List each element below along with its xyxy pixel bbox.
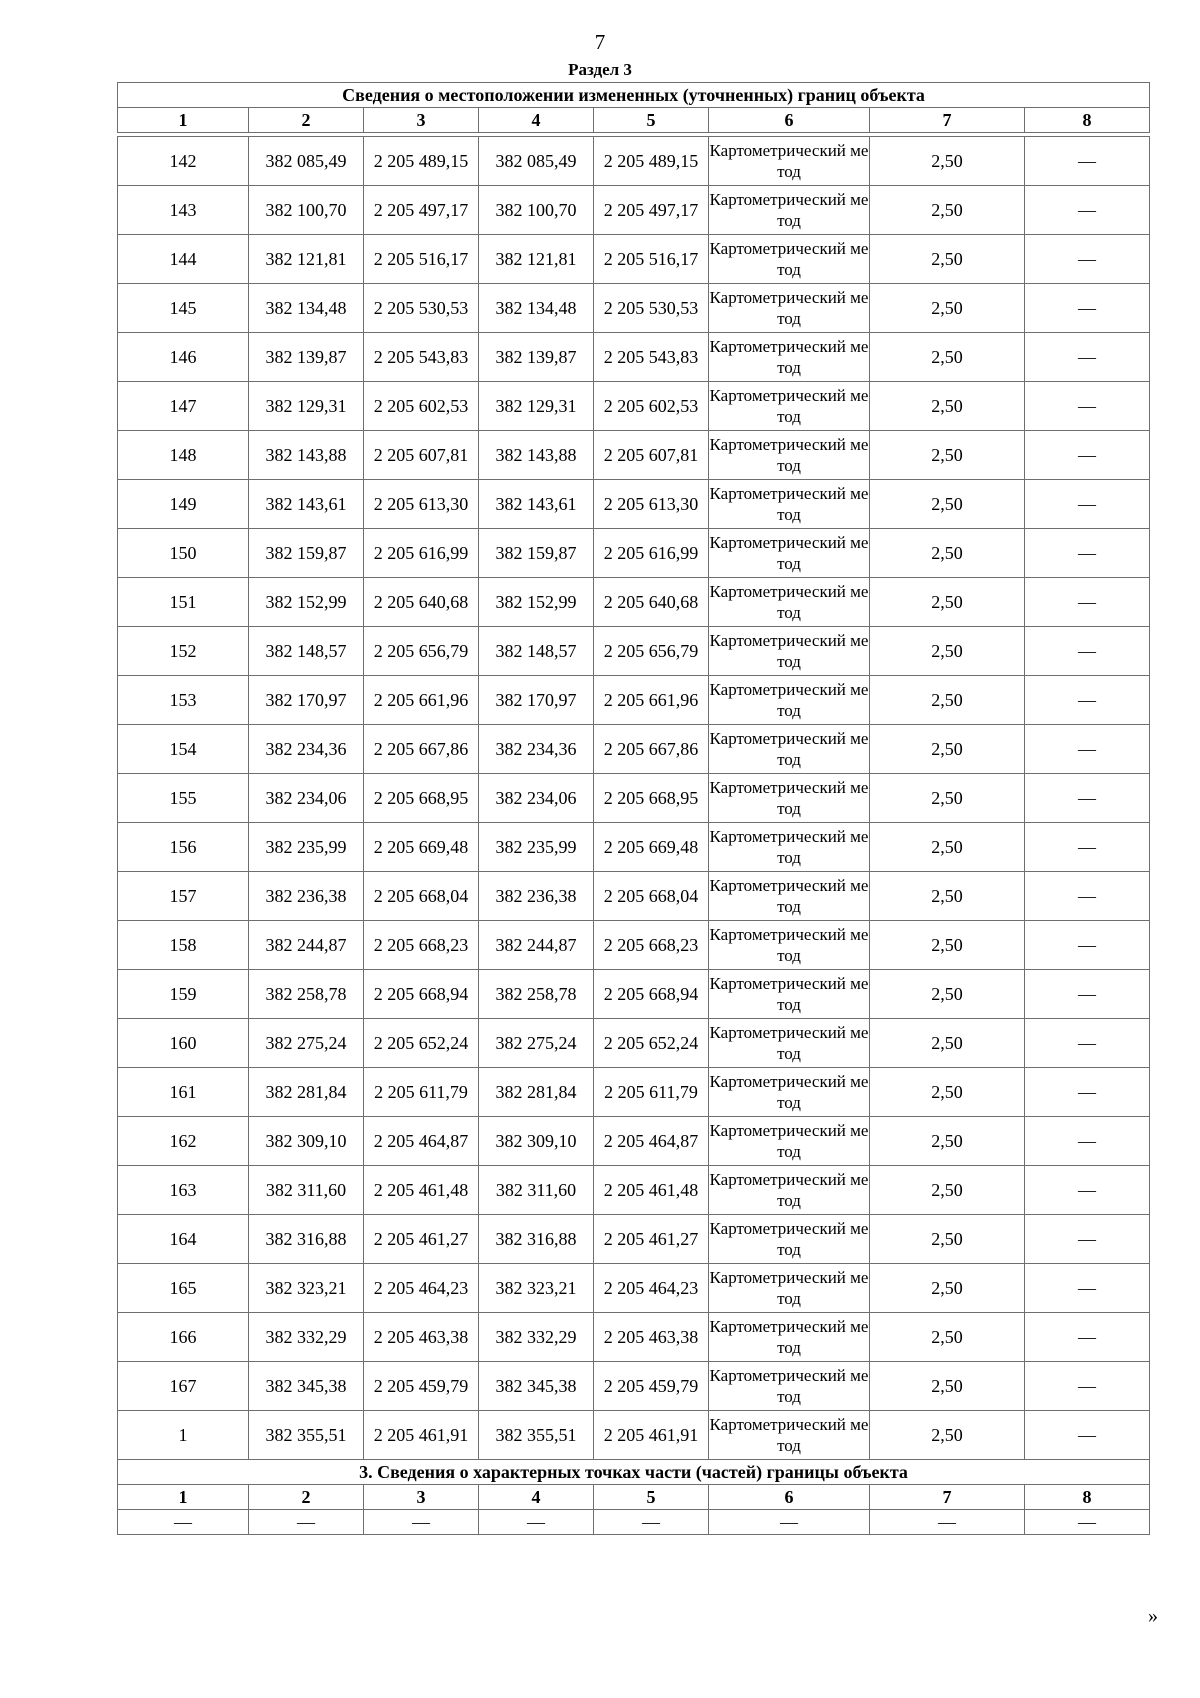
cell-col-5: 2 205 652,24 [594, 1019, 709, 1068]
cell-col-1: 159 [118, 970, 249, 1019]
cell-dash: — [1025, 872, 1150, 921]
cell-col-1: 150 [118, 529, 249, 578]
cell-accuracy: 2,50 [870, 578, 1025, 627]
cell-accuracy: 2,50 [870, 431, 1025, 480]
cell-col-2: 382 355,51 [249, 1411, 364, 1460]
cell-method: Картометрический метод [709, 823, 870, 872]
cell-col-5: 2 205 459,79 [594, 1362, 709, 1411]
cell-dash: — [1025, 823, 1150, 872]
cell-col-4: 382 345,38 [479, 1362, 594, 1411]
cell-col-5: 2 205 602,53 [594, 382, 709, 431]
cell-method: Картометрический метод [709, 1215, 870, 1264]
cell-method: Картометрический метод [709, 1313, 870, 1362]
cell-col-2: 382 134,48 [249, 284, 364, 333]
column-header-3: 3 [364, 108, 479, 133]
cell-method: Картометрический метод [709, 382, 870, 431]
cell-col-1: 158 [118, 921, 249, 970]
cell-col-2: 382 258,78 [249, 970, 364, 1019]
cell-col-2: 382 281,84 [249, 1068, 364, 1117]
cell-col-1: 152 [118, 627, 249, 676]
cell-dash: — [1025, 1264, 1150, 1313]
cell-dash: — [1025, 529, 1150, 578]
table-row [118, 1411, 1150, 1460]
cell-col-1: 142 [118, 137, 249, 186]
column-header-6: 6 [709, 108, 870, 133]
cell-col-3: 2 205 489,15 [364, 137, 479, 186]
cell-col-3: 2 205 543,83 [364, 333, 479, 382]
table-caption-text: Сведения о местоположении измененных (уточненных) границ объекта [118, 83, 1150, 108]
table-row [118, 1215, 1150, 1264]
cell-dash: — [1025, 774, 1150, 823]
cell-accuracy: 2,50 [870, 1264, 1025, 1313]
cell-col-5: 2 205 669,48 [594, 823, 709, 872]
table-row [118, 1264, 1150, 1313]
cell-method: Картометрический метод [709, 284, 870, 333]
cell-col-3: 2 205 611,79 [364, 1068, 479, 1117]
cell-col-5: 2 205 668,94 [594, 970, 709, 1019]
table-row [118, 1362, 1150, 1411]
cell-col-1: 147 [118, 382, 249, 431]
cell-accuracy: 2,50 [870, 1313, 1025, 1362]
page-number: 7 [594, 30, 606, 54]
cell-col-5: 2 205 611,79 [594, 1068, 709, 1117]
cell-col-5: 2 205 668,04 [594, 872, 709, 921]
cell-accuracy: 2,50 [870, 627, 1025, 676]
cell-dash: — [1025, 1215, 1150, 1264]
cell-accuracy: 2,50 [870, 529, 1025, 578]
cell-method: Картометрический метод [709, 529, 870, 578]
cell-col-5: 2 205 667,86 [594, 725, 709, 774]
cell-accuracy: 2,50 [870, 1117, 1025, 1166]
cell-dash: — [1025, 431, 1150, 480]
column-header-1: 1 [118, 1485, 249, 1510]
cell-dash: — [1025, 1068, 1150, 1117]
cell-accuracy: 2,50 [870, 235, 1025, 284]
table-row [118, 480, 1150, 529]
cell-accuracy: 2,50 [870, 1166, 1025, 1215]
cell-col-3: 2 205 668,95 [364, 774, 479, 823]
cell-col-2: 382 143,88 [249, 431, 364, 480]
cell-col-1: 166 [118, 1313, 249, 1362]
cell-col-6: — [709, 1510, 870, 1535]
cell-col-4: 382 275,24 [479, 1019, 594, 1068]
cell-col-5: 2 205 489,15 [594, 137, 709, 186]
cell-dash: — [1025, 1117, 1150, 1166]
cell-col-4: 382 235,99 [479, 823, 594, 872]
cell-col-3: 2 205 464,87 [364, 1117, 479, 1166]
cell-col-4: 382 234,06 [479, 774, 594, 823]
cell-col-2: 382 100,70 [249, 186, 364, 235]
cell-col-1: 155 [118, 774, 249, 823]
cell-col-7: — [870, 1510, 1025, 1535]
cell-col-5: 2 205 461,48 [594, 1166, 709, 1215]
cell-accuracy: 2,50 [870, 333, 1025, 382]
cell-col-5: 2 205 656,79 [594, 627, 709, 676]
table-row [118, 774, 1150, 823]
cell-col-5: 2 205 640,68 [594, 578, 709, 627]
cell-dash: — [1025, 1362, 1150, 1411]
cell-col-3: 2 205 656,79 [364, 627, 479, 676]
cell-col-2: 382 143,61 [249, 480, 364, 529]
cell-method: Картометрический метод [709, 431, 870, 480]
table-row [118, 1510, 1150, 1535]
cell-col-3: 2 205 652,24 [364, 1019, 479, 1068]
boundary-table [117, 82, 1150, 1535]
cell-col-3: 2 205 530,53 [364, 284, 479, 333]
cell-col-3: 2 205 616,99 [364, 529, 479, 578]
cell-col-2: 382 236,38 [249, 872, 364, 921]
cell-dash: — [1025, 627, 1150, 676]
cell-col-3: 2 205 667,86 [364, 725, 479, 774]
cell-accuracy: 2,50 [870, 382, 1025, 431]
cell-dash: — [1025, 480, 1150, 529]
table-row [118, 382, 1150, 431]
cell-col-2: 382 311,60 [249, 1166, 364, 1215]
cell-col-2: 382 159,87 [249, 529, 364, 578]
table-row [118, 1117, 1150, 1166]
column-header-7: 7 [870, 1485, 1025, 1510]
cell-col-3: 2 205 661,96 [364, 676, 479, 725]
column-header-8: 8 [1025, 1485, 1150, 1510]
cell-col-1: 145 [118, 284, 249, 333]
cell-accuracy: 2,50 [870, 676, 1025, 725]
column-header-4: 4 [479, 1485, 594, 1510]
cell-col-1: 144 [118, 235, 249, 284]
cell-col-5: 2 205 497,17 [594, 186, 709, 235]
cell-col-4: 382 244,87 [479, 921, 594, 970]
cell-dash: — [1025, 137, 1150, 186]
cell-accuracy: 2,50 [870, 1019, 1025, 1068]
cell-col-3: 2 205 461,27 [364, 1215, 479, 1264]
cell-col-4: 382 100,70 [479, 186, 594, 235]
cell-col-4: 382 148,57 [479, 627, 594, 676]
column-header-4: 4 [479, 108, 594, 133]
cell-col-4: 382 152,99 [479, 578, 594, 627]
cell-dash: — [1025, 578, 1150, 627]
cell-dash: — [1025, 186, 1150, 235]
cell-method: Картометрический метод [709, 1411, 870, 1460]
cell-dash: — [1025, 676, 1150, 725]
table-row [118, 186, 1150, 235]
cell-col-2: 382 244,87 [249, 921, 364, 970]
column-header-1: 1 [118, 108, 249, 133]
cell-dash: — [1025, 333, 1150, 382]
table-header-row [118, 1485, 1150, 1510]
cell-accuracy: 2,50 [870, 1411, 1025, 1460]
cell-col-1: 143 [118, 186, 249, 235]
cell-col-4: 382 258,78 [479, 970, 594, 1019]
cell-col-2: 382 129,31 [249, 382, 364, 431]
cell-col-3: 2 205 461,91 [364, 1411, 479, 1460]
cell-method: Картометрический метод [709, 1264, 870, 1313]
cell-dash: — [1025, 1313, 1150, 1362]
cell-col-2: — [249, 1510, 364, 1535]
cell-method: Картометрический метод [709, 1068, 870, 1117]
cell-col-2: 382 235,99 [249, 823, 364, 872]
cell-col-4: 382 309,10 [479, 1117, 594, 1166]
cell-col-1: 153 [118, 676, 249, 725]
column-header-5: 5 [594, 108, 709, 133]
cell-col-5: 2 205 463,38 [594, 1313, 709, 1362]
cell-col-4: 382 085,49 [479, 137, 594, 186]
cell-col-3: — [364, 1510, 479, 1535]
cell-col-1: 161 [118, 1068, 249, 1117]
cell-col-4: 382 316,88 [479, 1215, 594, 1264]
cell-col-2: 382 234,06 [249, 774, 364, 823]
cell-dash: — [1025, 921, 1150, 970]
cell-col-2: 382 139,87 [249, 333, 364, 382]
cell-col-4: 382 355,51 [479, 1411, 594, 1460]
cell-col-2: 382 309,10 [249, 1117, 364, 1166]
cell-dash: — [1025, 1166, 1150, 1215]
table-row [118, 1313, 1150, 1362]
column-header-8: 8 [1025, 108, 1150, 133]
cell-col-1: 156 [118, 823, 249, 872]
cell-col-4: 382 170,97 [479, 676, 594, 725]
cell-method: Картометрический метод [709, 676, 870, 725]
cell-accuracy: 2,50 [870, 921, 1025, 970]
cell-method: Картометрический метод [709, 333, 870, 382]
cell-dash: — [1025, 284, 1150, 333]
cell-col-3: 2 205 607,81 [364, 431, 479, 480]
cell-col-2: 382 275,24 [249, 1019, 364, 1068]
cell-method: Картометрический метод [709, 235, 870, 284]
cell-col-5: 2 205 461,27 [594, 1215, 709, 1264]
cell-col-1: 146 [118, 333, 249, 382]
cell-col-4: 382 323,21 [479, 1264, 594, 1313]
cell-method: Картометрический метод [709, 1117, 870, 1166]
cell-col-2: 382 085,49 [249, 137, 364, 186]
cell-method: Картометрический метод [709, 186, 870, 235]
cell-dash: — [1025, 382, 1150, 431]
cell-method: Картометрический метод [709, 921, 870, 970]
cell-method: Картометрический метод [709, 627, 870, 676]
cell-col-3: 2 205 463,38 [364, 1313, 479, 1362]
cell-col-5: 2 205 661,96 [594, 676, 709, 725]
cell-method: Картометрический метод [709, 774, 870, 823]
column-header-3: 3 [364, 1485, 479, 1510]
cell-col-2: 382 148,57 [249, 627, 364, 676]
table-caption-text: 3. Сведения о характерных точках части (частей) границы объекта [118, 1460, 1150, 1485]
cell-col-5: 2 205 668,95 [594, 774, 709, 823]
cell-col-3: 2 205 461,48 [364, 1166, 479, 1215]
table-row [118, 1166, 1150, 1215]
cell-col-4: 382 139,87 [479, 333, 594, 382]
cell-col-3: 2 205 668,23 [364, 921, 479, 970]
cell-col-1: 157 [118, 872, 249, 921]
cell-col-3: 2 205 459,79 [364, 1362, 479, 1411]
cell-col-2: 382 332,29 [249, 1313, 364, 1362]
cell-col-2: 382 323,21 [249, 1264, 364, 1313]
cell-col-3: 2 205 613,30 [364, 480, 479, 529]
cell-col-5: 2 205 668,23 [594, 921, 709, 970]
cell-dash: — [1025, 970, 1150, 1019]
cell-col-1: 160 [118, 1019, 249, 1068]
table-row [118, 1068, 1150, 1117]
cell-col-3: 2 205 668,94 [364, 970, 479, 1019]
cell-accuracy: 2,50 [870, 823, 1025, 872]
cell-method: Картометрический метод [709, 1362, 870, 1411]
cell-method: Картометрический метод [709, 1019, 870, 1068]
cell-col-1: — [118, 1510, 249, 1535]
cell-col-4: 382 134,48 [479, 284, 594, 333]
section-title: Раздел 3 [568, 60, 632, 79]
cell-accuracy: 2,50 [870, 137, 1025, 186]
cell-col-5: 2 205 613,30 [594, 480, 709, 529]
cell-col-5: 2 205 464,23 [594, 1264, 709, 1313]
cell-col-1: 1 [118, 1411, 249, 1460]
cell-col-1: 149 [118, 480, 249, 529]
cell-col-2: 382 121,81 [249, 235, 364, 284]
column-header-6: 6 [709, 1485, 870, 1510]
column-header-5: 5 [594, 1485, 709, 1510]
cell-col-3: 2 205 602,53 [364, 382, 479, 431]
cell-col-3: 2 205 669,48 [364, 823, 479, 872]
cell-accuracy: 2,50 [870, 284, 1025, 333]
cell-col-1: 163 [118, 1166, 249, 1215]
table-row [118, 1019, 1150, 1068]
cell-accuracy: 2,50 [870, 1215, 1025, 1264]
cell-method: Картометрический метод [709, 1166, 870, 1215]
cell-dash: — [1025, 235, 1150, 284]
cell-col-2: 382 170,97 [249, 676, 364, 725]
cell-method: Картометрический метод [709, 480, 870, 529]
table-header-row [118, 108, 1150, 133]
table-row [118, 333, 1150, 382]
cell-col-1: 154 [118, 725, 249, 774]
column-header-2: 2 [249, 1485, 364, 1510]
cell-col-4: 382 121,81 [479, 235, 594, 284]
cell-col-3: 2 205 668,04 [364, 872, 479, 921]
column-header-2: 2 [249, 108, 364, 133]
cell-col-1: 167 [118, 1362, 249, 1411]
cell-col-2: 382 345,38 [249, 1362, 364, 1411]
cell-col-3: 2 205 640,68 [364, 578, 479, 627]
cell-accuracy: 2,50 [870, 186, 1025, 235]
cell-col-4: — [479, 1510, 594, 1535]
cell-accuracy: 2,50 [870, 725, 1025, 774]
cell-accuracy: 2,50 [870, 774, 1025, 823]
table-row [118, 921, 1150, 970]
table-row [118, 137, 1150, 186]
table-row [118, 235, 1150, 284]
cell-col-1: 162 [118, 1117, 249, 1166]
cell-col-4: 382 236,38 [479, 872, 594, 921]
cell-dash: — [1025, 725, 1150, 774]
cell-method: Картометрический метод [709, 137, 870, 186]
cell-dash: — [1025, 1411, 1150, 1460]
table-row [118, 529, 1150, 578]
cell-col-4: 382 332,29 [479, 1313, 594, 1362]
cell-col-1: 165 [118, 1264, 249, 1313]
table-row [118, 823, 1150, 872]
cell-col-4: 382 143,88 [479, 431, 594, 480]
cell-col-8: — [1025, 1510, 1150, 1535]
cell-col-4: 382 281,84 [479, 1068, 594, 1117]
table-row [118, 578, 1150, 627]
cell-col-2: 382 152,99 [249, 578, 364, 627]
cell-col-3: 2 205 464,23 [364, 1264, 479, 1313]
cell-col-5: 2 205 616,99 [594, 529, 709, 578]
table-row [118, 970, 1150, 1019]
table-row [118, 284, 1150, 333]
table-row [118, 872, 1150, 921]
cell-col-1: 148 [118, 431, 249, 480]
table-caption [118, 83, 1150, 108]
cell-col-5: 2 205 461,91 [594, 1411, 709, 1460]
cell-col-1: 151 [118, 578, 249, 627]
cell-col-4: 382 159,87 [479, 529, 594, 578]
cell-col-5: 2 205 516,17 [594, 235, 709, 284]
table-row [118, 725, 1150, 774]
cell-dash: — [1025, 1019, 1150, 1068]
cell-accuracy: 2,50 [870, 872, 1025, 921]
cell-col-3: 2 205 497,17 [364, 186, 479, 235]
table-row [118, 676, 1150, 725]
cell-col-5: 2 205 530,53 [594, 284, 709, 333]
table-caption [118, 1460, 1150, 1485]
cell-accuracy: 2,50 [870, 1068, 1025, 1117]
cell-col-3: 2 205 516,17 [364, 235, 479, 284]
cell-method: Картометрический метод [709, 578, 870, 627]
cell-method: Картометрический метод [709, 725, 870, 774]
cell-accuracy: 2,50 [870, 480, 1025, 529]
cell-col-5: 2 205 607,81 [594, 431, 709, 480]
cell-col-1: 164 [118, 1215, 249, 1264]
closing-quote-mark: » [1148, 1605, 1158, 1627]
column-header-7: 7 [870, 108, 1025, 133]
cell-col-5: — [594, 1510, 709, 1535]
cell-col-4: 382 311,60 [479, 1166, 594, 1215]
cell-method: Картометрический метод [709, 872, 870, 921]
table-row [118, 431, 1150, 480]
cell-col-4: 382 234,36 [479, 725, 594, 774]
cell-col-5: 2 205 543,83 [594, 333, 709, 382]
cell-col-4: 382 129,31 [479, 382, 594, 431]
cell-col-5: 2 205 464,87 [594, 1117, 709, 1166]
cell-col-2: 382 234,36 [249, 725, 364, 774]
cell-accuracy: 2,50 [870, 1362, 1025, 1411]
table-row [118, 627, 1150, 676]
cell-method: Картометрический метод [709, 970, 870, 1019]
cell-col-4: 382 143,61 [479, 480, 594, 529]
cell-accuracy: 2,50 [870, 970, 1025, 1019]
cell-col-2: 382 316,88 [249, 1215, 364, 1264]
